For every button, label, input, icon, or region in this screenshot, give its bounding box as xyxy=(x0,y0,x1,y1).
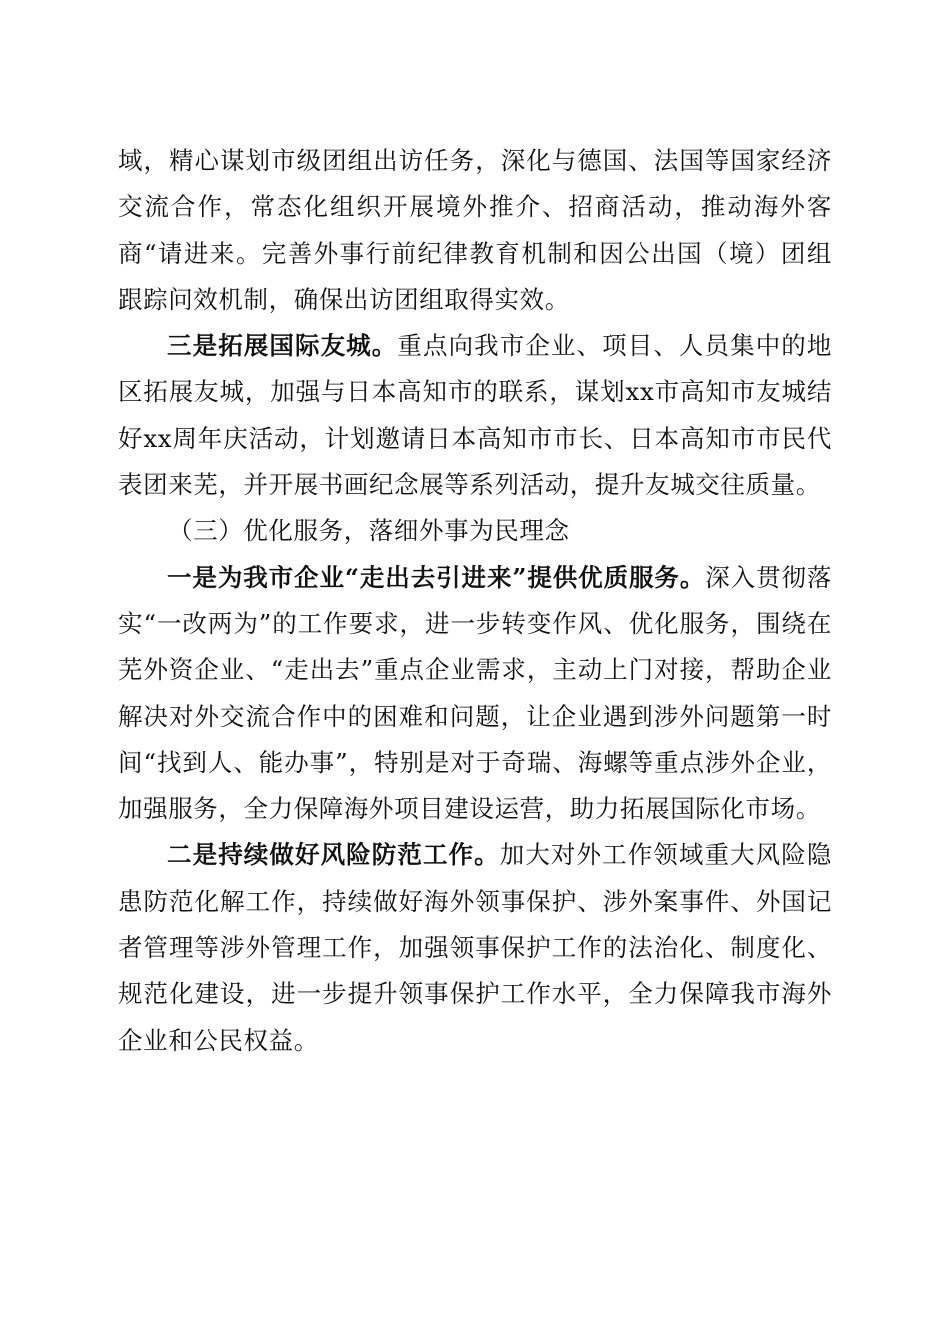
paragraph-text: 重点向我市企业、项目、人员集中的地区拓展友城，加强与日本高知市的联系，谋划xx市高知市友城结好xx周年庆活动，计划邀请日本高知市市长、日本高知市市民代表团来芜，并开展书画纪念展等系列活动，提升友城交往质量。 xyxy=(118,331,833,500)
paragraph-lead: 三是拓展国际友城。 xyxy=(167,331,398,361)
document-body xyxy=(118,138,832,1064)
paragraph-text: 深入贯彻落实“一改两为”的工作要求，进一步转变作风、优化服务，围绕在芜外资企业、“走出去”重点企业需求，主动上门对接，帮助企业解决对外交流合作中的困难和问题，让企业遇到涉外问题第一时间“找到人、能办事”，特别是对于奇瑞、海螺等重点涉外企业，加强服务，全力保障海外项目建设运营，助力拓展国际化市场。 xyxy=(118,562,832,824)
paragraph-lead: 一是为我市企业“走出去引进来”提供优质服务。 xyxy=(167,562,706,592)
paragraph-enterprise-services xyxy=(118,555,832,833)
section-heading: （三）优化服务，落细外事为民理念 xyxy=(168,516,570,546)
paragraph-lead: 二是持续做好风险防范工作。 xyxy=(167,840,500,870)
paragraph-text: 域，精心谋划市级团组出访任务，深化与德国、法国等国家经济交流合作，常态化组织开展境外推介、招商活动，推动海外客商“请进来。完善外事行前纪律教育机制和因公出国（境）团组跟踪问效机制，确保出访团组取得实效。 xyxy=(118,146,832,314)
paragraph-continuation xyxy=(118,138,832,323)
paragraph-text: 加大对外工作领域重大风险隐患防范化解工作，持续做好海外领事保护、涉外案事件、外国记者管理等涉外管理工作，加强领事保护工作的法治化、制度化、规范化建设，进一步提升领事保护工作水平，全力保障我市海外企业和公民权益。 xyxy=(118,840,832,1055)
paragraph-risk-prevention xyxy=(118,832,832,1063)
paragraph-friendship-cities xyxy=(118,323,832,508)
